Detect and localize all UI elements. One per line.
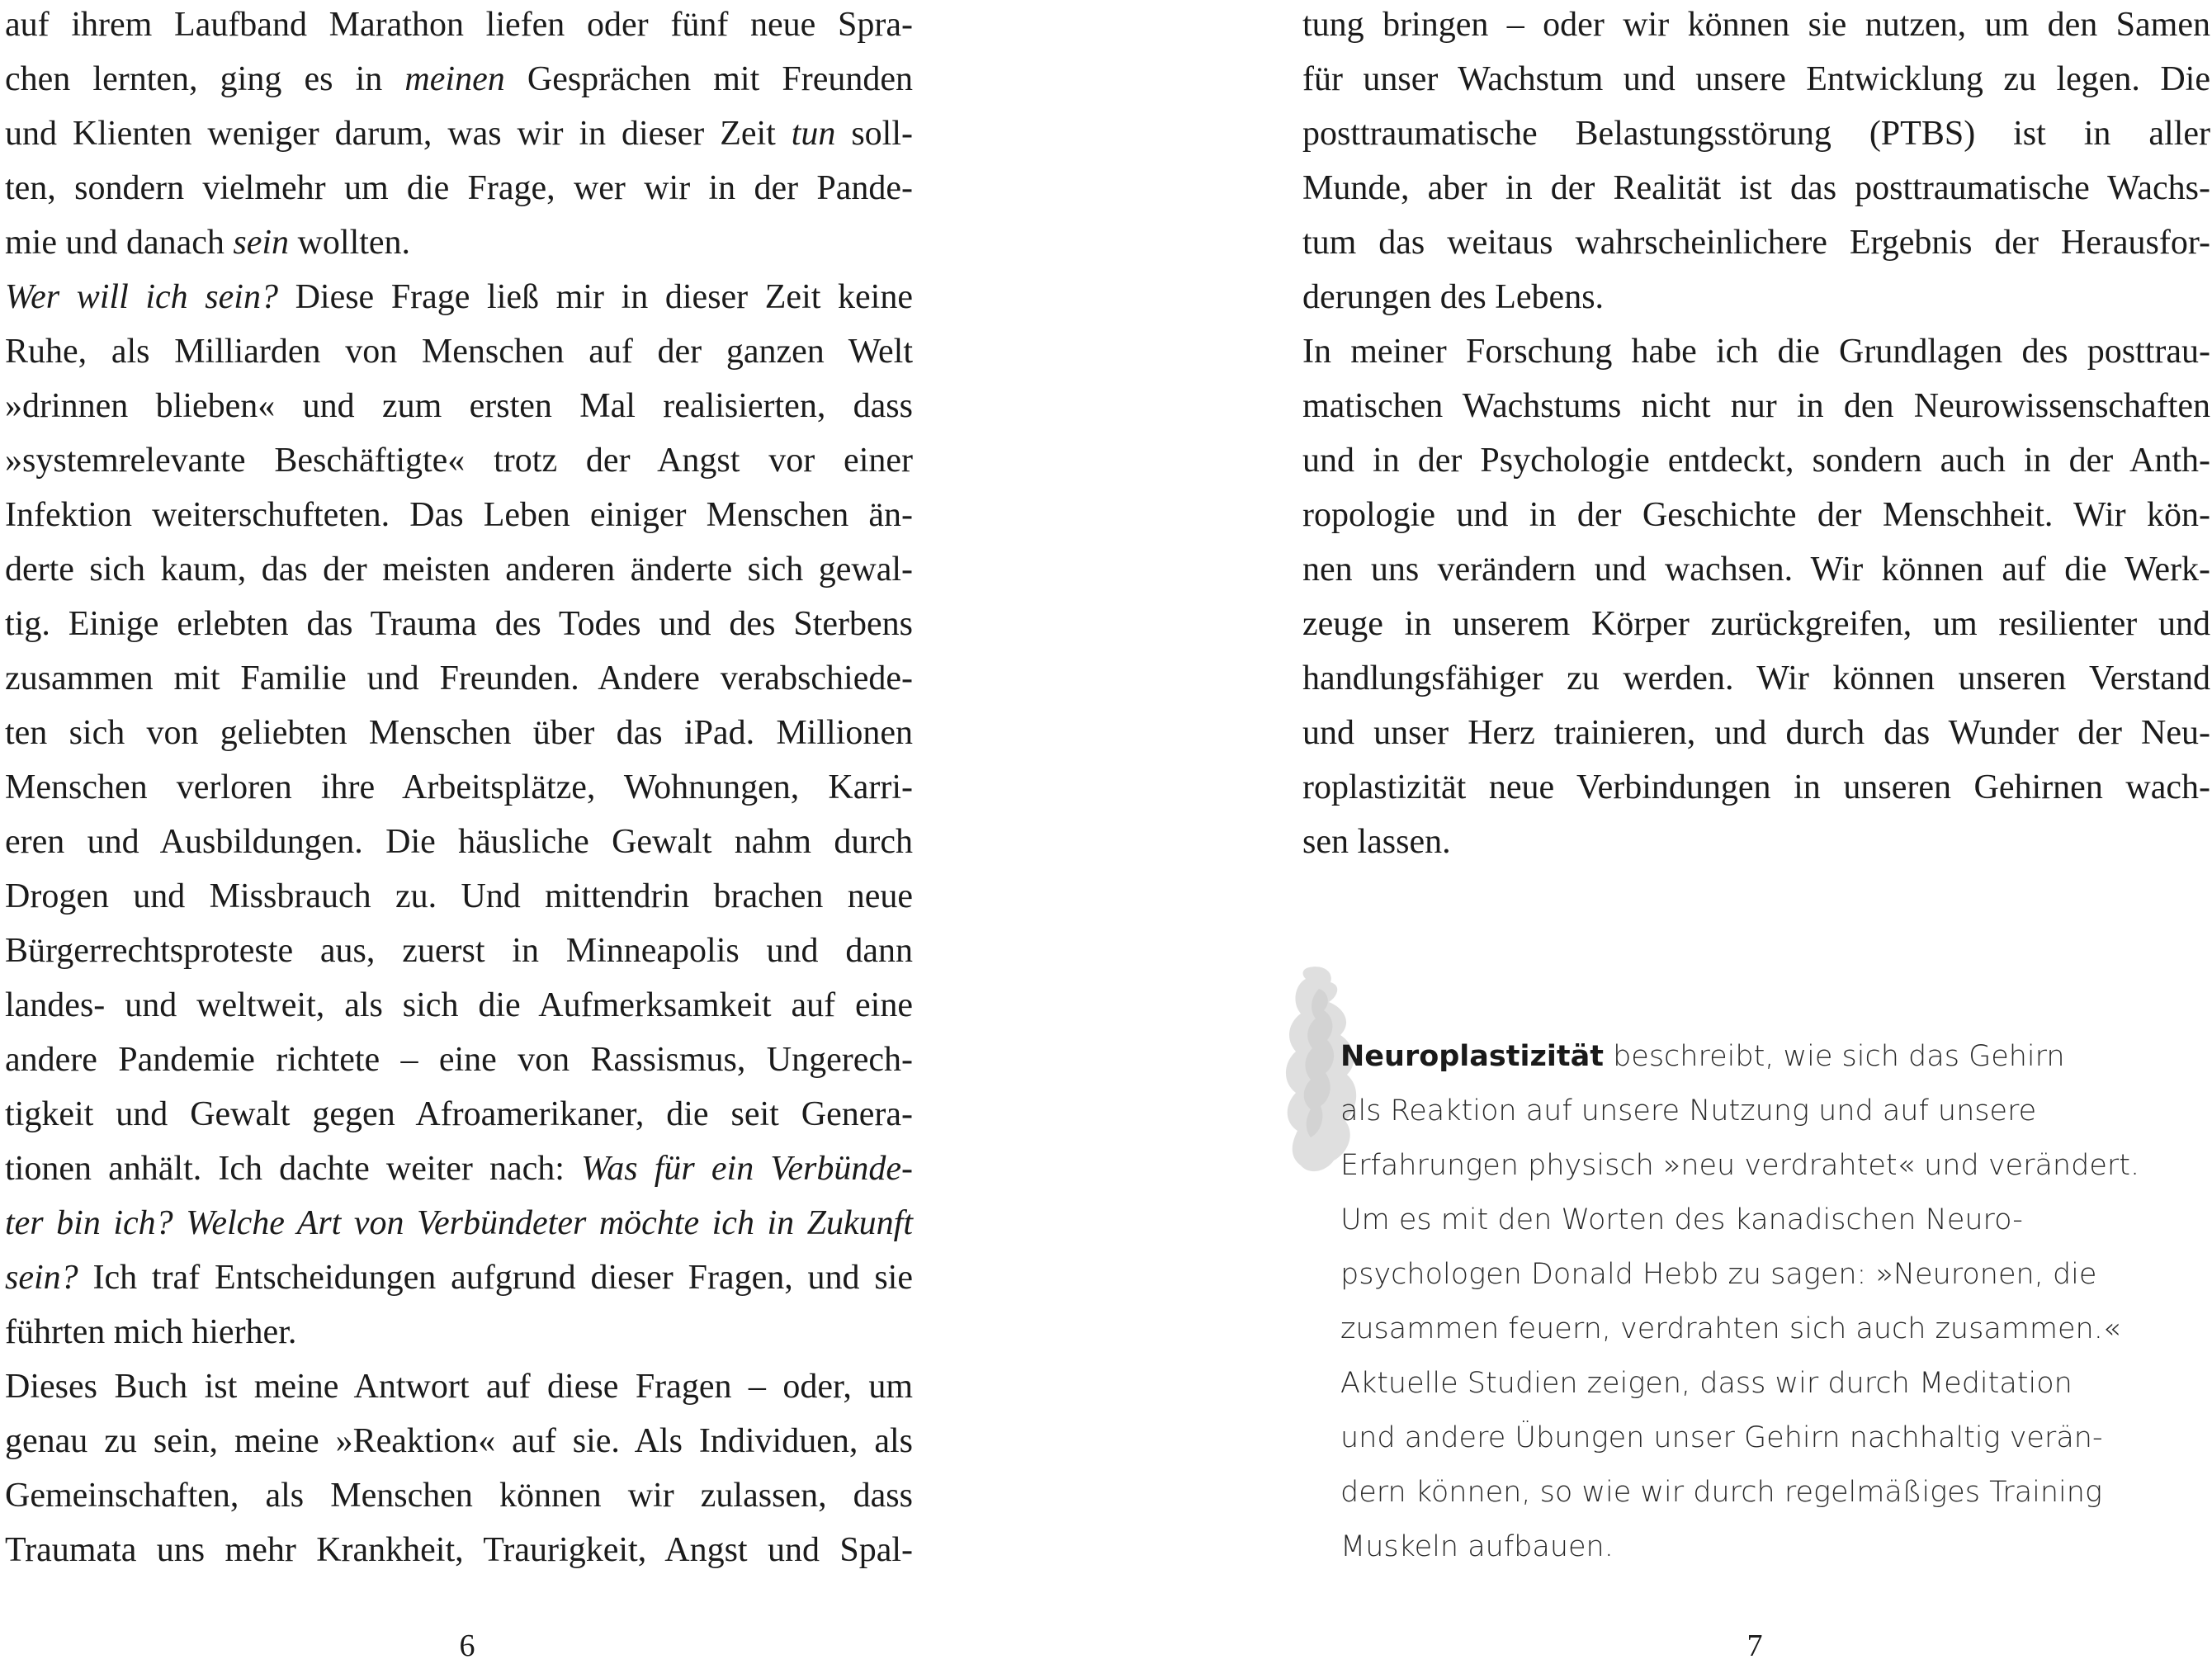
- text-run: tig. Einige erlebten das Trauma des Todes und des Sterbens: [5, 605, 913, 643]
- right-text-line: [1302, 324, 2210, 379]
- text-run: Diese Frage ließ mir in dieser Zeit keine: [277, 278, 913, 316]
- italic-text: Was für ein Verbünde-: [581, 1150, 913, 1188]
- text-run: matischen Wachstums nicht nur in den Neurowissenschaften: [1302, 387, 2210, 425]
- text-run: Ich traf Entscheidungen aufgrund dieser Fragen, und sie: [78, 1259, 913, 1297]
- page-number-right: 7: [1746, 1629, 1763, 1663]
- sidebar-text-line: Muskeln aufbauen.: [1340, 1530, 1614, 1563]
- text-run: chen lernten, ging es in: [5, 60, 405, 98]
- left-text-line: [5, 324, 913, 379]
- text-run: »drinnen blieben« und zum ersten Mal realisierten, dass: [5, 387, 913, 425]
- left-text-line: [5, 1033, 913, 1087]
- text-run: tionen anhält. Ich dachte weiter nach:: [5, 1150, 582, 1188]
- right-text-line: [1302, 106, 2210, 161]
- sidebar-text-line: Aktuelle Studien zeigen, dass wir durch Meditation: [1340, 1367, 2073, 1400]
- italic-text: tun: [791, 115, 836, 153]
- text-run: soll-: [835, 115, 913, 153]
- text-run: handlungsfähiger zu werden. Wir können unseren Verstand: [1302, 659, 2210, 697]
- text-run: beschreibt, wie sich das Gehirn: [1603, 1040, 2065, 1073]
- italic-text: ter bin ich? Welche Art von Verbündeter möchte ich in Zukunft: [5, 1204, 913, 1242]
- text-run: tigkeit und Gewalt gegen Afroamerikaner, die seit Genera-: [5, 1095, 913, 1133]
- text-run: und in der Psychologie entdeckt, sondern auch in der Anth-: [1302, 442, 2210, 480]
- text-run: eren und Ausbildungen. Die häusliche Gewalt nahm durch: [5, 823, 913, 861]
- text-run: nen uns verändern und wachsen. Wir können auf die Werk-: [1302, 551, 2210, 589]
- left-text-line: [5, 924, 913, 978]
- right-text-line: [1302, 706, 2210, 760]
- right-text-line: [1302, 651, 2210, 706]
- left-text-line: [5, 0, 913, 52]
- text-run: und Klienten weniger darum, was wir in dieser Zeit: [5, 115, 792, 153]
- right-text-line: [1302, 161, 2210, 215]
- text-run: Bürgerrechtsproteste aus, zuerst in Minneapolis und dann: [5, 932, 913, 970]
- left-text-line: [5, 1305, 913, 1359]
- text-run: ropologie und in der Geschichte der Menschheit. Wir kön-: [1302, 496, 2210, 534]
- text-run: Ruhe, als Milliarden von Menschen auf der ganzen Welt: [5, 333, 913, 371]
- right-paragraph: [1302, 324, 2210, 869]
- left-paragraph: [5, 1359, 913, 1577]
- left-text-line: [5, 869, 913, 924]
- right-text-line: [1302, 815, 2210, 869]
- text-run: genau zu sein, meine »Reaktion« auf sie. Als Individuen, als: [5, 1422, 913, 1460]
- left-text-line: [5, 597, 913, 651]
- sidebar-text-line: psychologen Donald Hebb zu sagen: »Neuronen, die: [1340, 1258, 2097, 1291]
- sidebar-text-line: Um es mit den Worten des kanadischen Neuro-: [1340, 1203, 2023, 1236]
- text-run: roplastizität neue Verbindungen in unseren Gehirnen wach-: [1302, 768, 2210, 806]
- text-run: andere Pandemie richtete – eine von Rassismus, Ungerech-: [5, 1041, 913, 1079]
- left-text-line: [5, 1414, 913, 1468]
- right-text-line: [1302, 0, 2210, 52]
- right-text-line: [1302, 270, 2210, 324]
- right-text-line: [1302, 760, 2210, 815]
- sidebar-text-line: [1340, 1029, 2182, 1084]
- page-number-left: 6: [459, 1629, 475, 1663]
- left-text-line: [5, 542, 913, 597]
- text-run: Drogen und Missbrauch zu. Und mittendrin brachen neue: [5, 877, 913, 915]
- right-text-line: [1302, 433, 2210, 488]
- text-run: posttraumatische Belastungsstörung (PTBS) ist in aller: [1302, 115, 2210, 153]
- left-text-line: [5, 52, 913, 106]
- text-run: zeuge in unserem Körper zurückgreifen, um resilienter und: [1302, 605, 2210, 643]
- left-text-line: [5, 1196, 913, 1250]
- left-text-line: [5, 270, 913, 324]
- left-text-line: [5, 1468, 913, 1523]
- right-text-line: [1302, 542, 2210, 597]
- text-run: Menschen verloren ihre Arbeitsplätze, Wohnungen, Karri-: [5, 768, 913, 806]
- neuroplasticity-sidebar: [1340, 1029, 2182, 1574]
- left-text-line: [5, 161, 913, 215]
- right-paragraph: [1302, 0, 2210, 324]
- italic-text: sein: [233, 224, 290, 262]
- text-run: Gesprächen mit Freunden: [504, 60, 913, 98]
- left-text-line: [5, 488, 913, 542]
- left-text-line: [5, 815, 913, 869]
- left-text-line: [5, 978, 913, 1033]
- left-paragraph: [5, 270, 913, 1359]
- left-text-line: [5, 1142, 913, 1196]
- text-run: In meiner Forschung habe ich die Grundlagen des posttrau-: [1302, 333, 2210, 371]
- text-run: für unser Wachstum und unsere Entwicklung zu legen. Die: [1302, 60, 2210, 98]
- sidebar-text-line: Erfahrungen physisch »neu verdrahtet« und verändert.: [1340, 1149, 2140, 1182]
- left-text-line: [5, 706, 913, 760]
- text-run: Gemeinschaften, als Menschen können wir zulassen, dass: [5, 1477, 913, 1515]
- italic-text: meinen: [404, 60, 505, 98]
- text-run: und unser Herz trainieren, und durch das Wunder der Neu-: [1302, 714, 2210, 752]
- sidebar-text-line: zusammen feuern, verdrahten sich auch zusammen.«: [1340, 1312, 2121, 1345]
- text-run: wollten.: [289, 224, 411, 262]
- text-run: ten sich von geliebten Menschen über das iPad. Millionen: [5, 714, 913, 752]
- right-text-line: [1302, 379, 2210, 433]
- text-run: ten, sondern vielmehr um die Frage, wer wir in der Pande-: [5, 169, 913, 207]
- text-run: auf ihrem Laufband Marathon liefen oder fünf neue Spra-: [5, 6, 913, 44]
- right-page: [1106, 0, 2212, 1664]
- text-run: derte sich kaum, das der meisten anderen änderte sich gewal-: [5, 551, 913, 589]
- right-text-line: [1302, 215, 2210, 270]
- right-page-body: [1302, 0, 2210, 869]
- left-text-line: [5, 215, 913, 270]
- text-run: landes- und weltweit, als sich die Aufmerksamkeit auf eine: [5, 986, 913, 1024]
- left-text-line: [5, 1087, 913, 1142]
- left-text-line: [5, 651, 913, 706]
- sidebar-text-line: und andere Übungen unser Gehirn nachhaltig verän-: [1340, 1421, 2103, 1454]
- sidebar-text-line: dern können, so wie wir durch regelmäßiges Training: [1340, 1476, 2102, 1509]
- text-run: tum das weitaus wahrscheinlichere Ergebnis der Herausfor-: [1302, 224, 2210, 262]
- text-run: Traumata uns mehr Krankheit, Traurigkeit, Angst und Spal-: [5, 1531, 913, 1569]
- left-page-body: [5, 0, 913, 1577]
- text-run: »systemrelevante Beschäftigte« trotz der Angst vor einer: [5, 442, 913, 480]
- right-text-line: [1302, 597, 2210, 651]
- text-run: derungen des Lebens.: [1302, 278, 1605, 316]
- text-run: tung bringen – oder wir können sie nutzen, um den Samen: [1302, 6, 2210, 44]
- left-text-line: [5, 433, 913, 488]
- italic-text: sein?: [5, 1259, 78, 1297]
- text-run: Munde, aber in der Realität ist das posttraumatische Wachs-: [1302, 169, 2210, 207]
- left-text-line: [5, 106, 913, 161]
- left-paragraph: [5, 0, 913, 270]
- sidebar-term: Neuroplastizität: [1340, 1040, 1604, 1073]
- left-text-line: [5, 1250, 913, 1305]
- left-text-line: [5, 379, 913, 433]
- italic-text: Wer will ich sein?: [5, 278, 278, 316]
- right-text-line: [1302, 488, 2210, 542]
- text-run: Dieses Buch ist meine Antwort auf diese Fragen – oder, um: [5, 1368, 913, 1406]
- text-run: führten mich hierher.: [5, 1313, 297, 1351]
- text-run: mie und danach: [5, 224, 234, 262]
- left-text-line: [5, 1359, 913, 1414]
- text-run: Infektion weiterschufteten. Das Leben einiger Menschen än-: [5, 496, 913, 534]
- left-text-line: [5, 760, 913, 815]
- text-run: sen lassen.: [1302, 823, 1451, 861]
- right-text-line: [1302, 52, 2210, 106]
- text-run: zusammen mit Familie und Freunden. Andere verabschiede-: [5, 659, 913, 697]
- left-text-line: [5, 1523, 913, 1577]
- sidebar-text-line: als Reaktion auf unsere Nutzung und auf unsere: [1340, 1094, 2037, 1127]
